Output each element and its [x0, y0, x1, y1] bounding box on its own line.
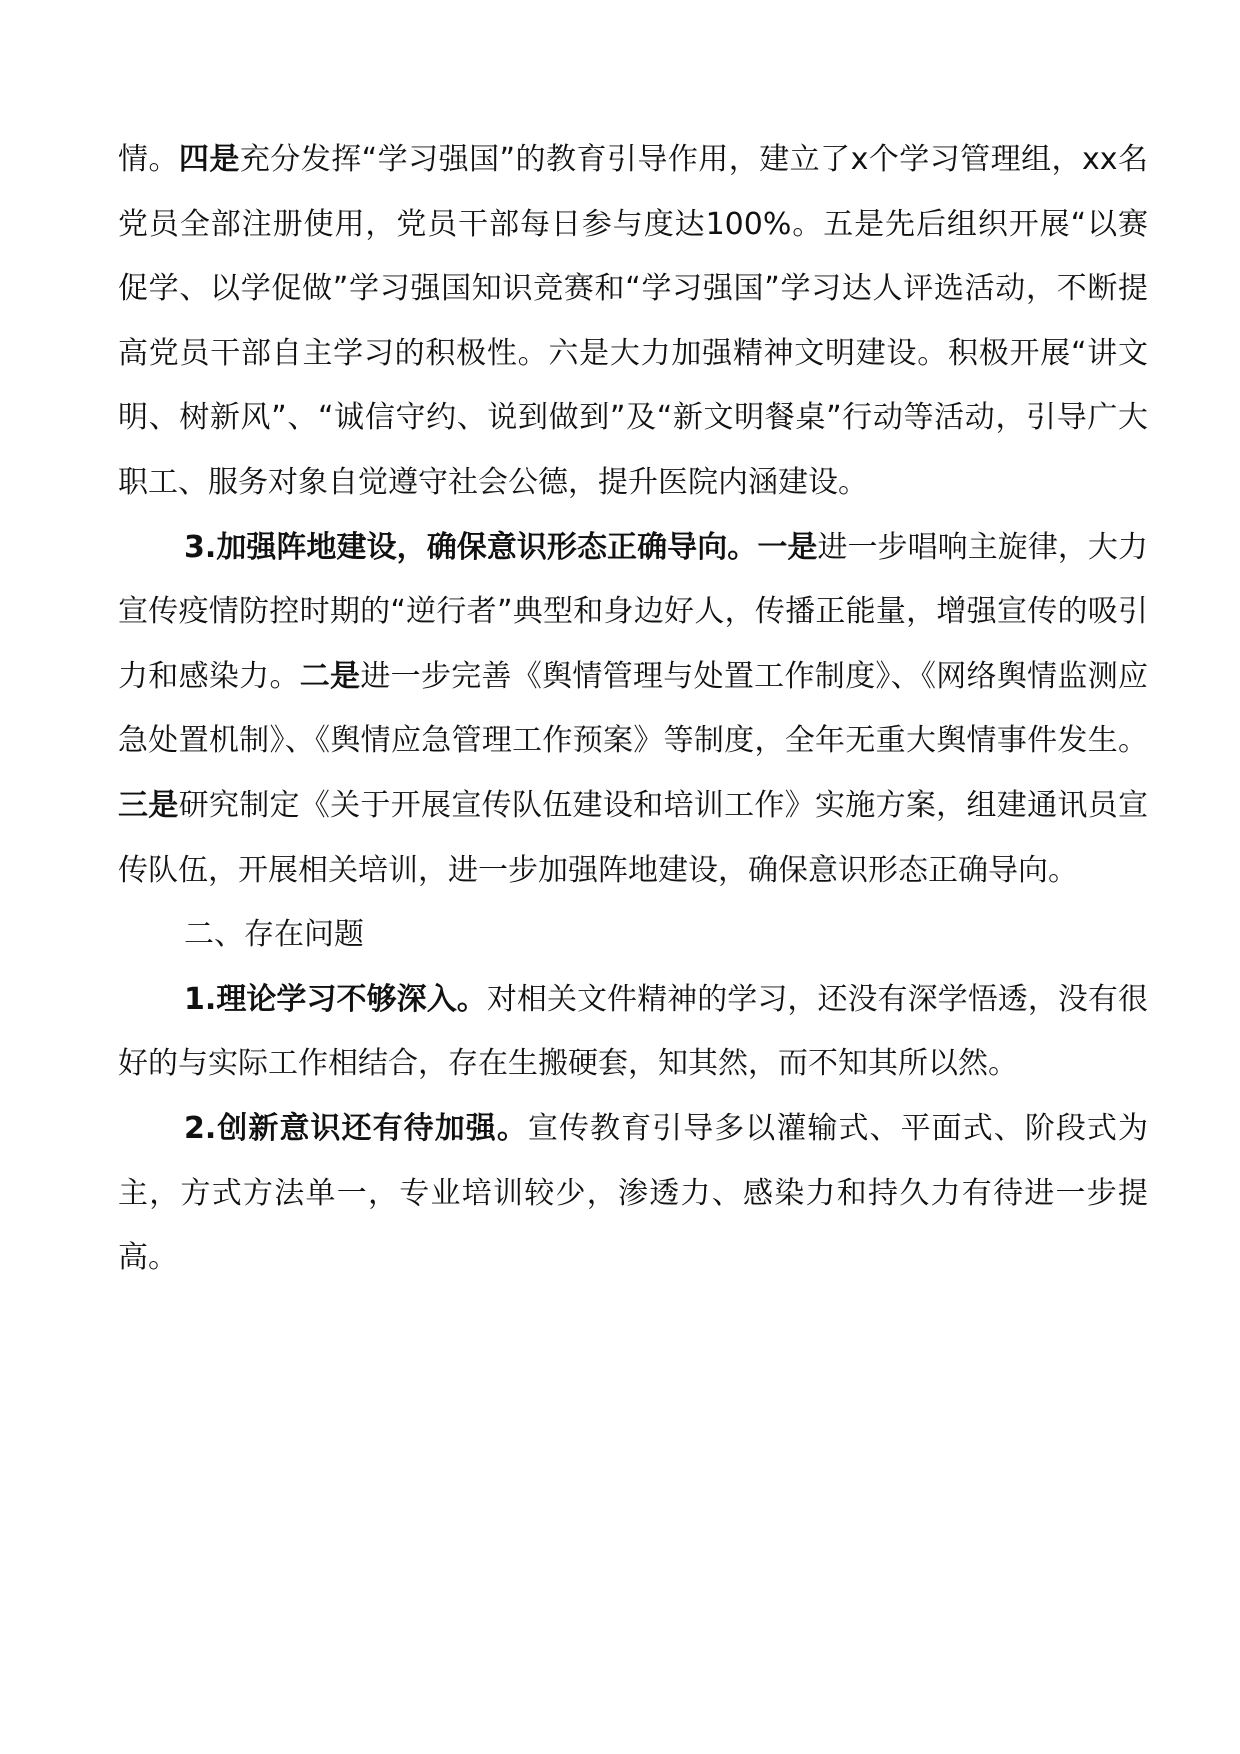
bold-lead: 四是 [178, 142, 240, 177]
problem-title-bold: 1.理论学习不够深入。 [184, 981, 487, 1017]
problem-title-bold: 2.创新意识还有待加强。 [184, 1110, 528, 1146]
document-page [118, 128, 1148, 1291]
paragraph-text: 研究制定《关于开展宣传队伍建设和培训工作》实施方案，组建通讯员宣传队伍，开展相关培训，进一步加强阵地建设，确保意识形态正确导向。 [118, 787, 1149, 888]
paragraph-text: 宣传教育引导多以灌输式、平面式、阶段式为主，方式方法单一，专业培训较少，渗透力、感染力和持久力有待进一步提高。 [118, 1110, 1148, 1276]
paragraph-problem-2 [118, 1097, 1148, 1291]
paragraph-text: 进一步唱响主旋律，大力宣传疫情防控时期的“逆行者”典型和身边好人，传播正能量，增强宣传的吸引力和感染力。 [118, 529, 1148, 694]
bold-lead: 二是 [299, 658, 361, 694]
section-heading-bold: 3.加强阵地建设，确保意识形态正确导向。一是 [184, 529, 818, 565]
bold-lead: 三是 [118, 787, 179, 823]
paragraph-text: 情。 [118, 142, 179, 177]
paragraph-section-3 [118, 516, 1148, 904]
paragraph-text: 进一步完善《舆情管理与处置工作制度》、《网络舆情监测应急处置机制》、《舆情应急管理工作预案》等制度，全年无重大舆情事件发生。 [118, 658, 1149, 759]
paragraph-continuation [118, 128, 1148, 516]
paragraph-problem-1 [118, 968, 1148, 1097]
paragraph-text: 对相关文件精神的学习，还没有深学悟透，没有很好的与实际工作相结合，存在生搬硬套，知其然，而不知其所以然。 [118, 981, 1148, 1082]
paragraph-text: 充分发挥“学习强国”的教育引导作用，建立了x个学习管理组，xx名党员全部注册使用，党员干部每日参与度达100%。五是先后组织开展“以赛促学、以学促做”学习强国知识竞赛和“学习强国”学习达人评选活动，不断提高党员干部自主学习的积极性。六是大力加强精神文明建设。积极开展“讲文明、树新风”、“诚信守约、说到做到”及“新文明餐桌”行动等活动，引导广大职工、服务对象自觉遵守社会公德，提升医院内涵建设。 [118, 142, 1148, 500]
section-heading-problems: 二、存在问题 [184, 917, 364, 953]
